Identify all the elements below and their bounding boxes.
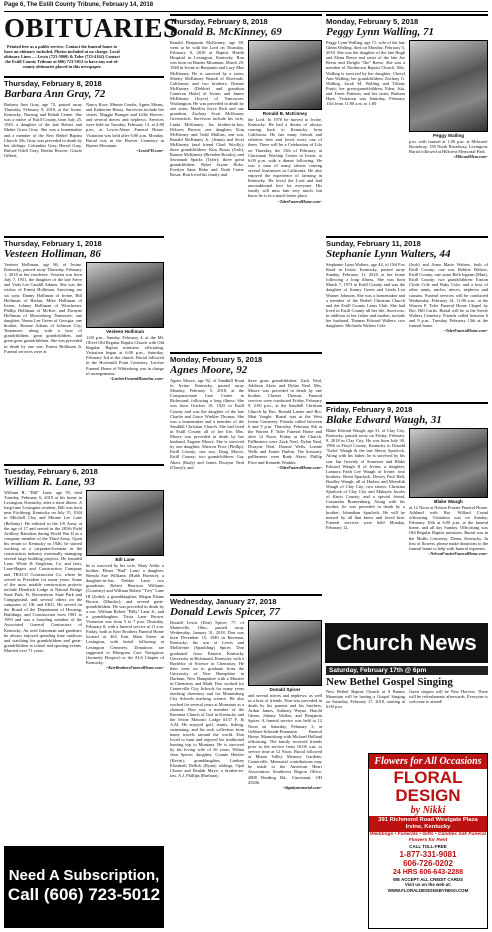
floral-ad-cards: WE ACCEPT ALL CREDIT CARDS	[392, 876, 464, 882]
obit-vesteen-holliman	[4, 236, 164, 462]
photo-caption: Peggy Walling	[432, 133, 465, 138]
obit-text: Agnes Moore, age 92, of Sandhill Road in Irvine, Kentucky, passed away Monday, February 5, 2018, at the Compassionate Care Center in Richmond, following a long illness. She was born October 18, 1925 in Estill County and was the daughter of the late Charlie and Grace Winkler Thomas. She was a homemaker and a member of the Sandhill Christian Church. She had lived in Estill County all of her life. Mrs. Moore was preceded in death by her husband, Eugene Moore. She is survived by one daughter, Sherron Price (Phillip), Estill County; one son, Doug Moore, Estill County; two grandchildren: Gay Akers (Rudy) and James Dwayne Neal (Cheryl), and	[170, 378, 244, 470]
obit-text: he is survived by his wife, Mary Arble; a brother, Elmer "Bud" Lane; a daughter, Brenda Sue Williams (Hubb Hornice); a daughter-in-law, Debbie Lane; two grandsons, Robert Harrison Williams (Courtney) and William Robert "Trey" Lane III (Jodie); a granddaughter, Megan Elaine Brown, (Murdoc); and several great-grandchildren. He was preceded in death by a son, William Robert "Billy" Lane Jr., and a granddaughter, Trista Lane Brown. Visitation was from 5 to 7 p.m. Thursday, February 8, with a funeral service at 11 a.m. Friday, both at Kerr Brothers Funeral Home located at 463 East Main Street in Lexington, with burial following at Lexington Cemetery. Donations are suggested to Bluegrass Care Navigators (formerly Hospice) or the ALS Chapter of Kentucky.	[86, 563, 164, 665]
floral-ad-call-label: CALL TOLL-FREE	[409, 844, 447, 849]
church-news-banner: Church News	[325, 623, 488, 663]
obit-peggy-walling	[326, 14, 488, 236]
subscription-ad-line1: Need A Subscription,	[8, 867, 160, 884]
floral-ad-services: Weddings • Funerals • Gifts • Candles Silk Funeral Flowers for Rent	[369, 832, 487, 843]
obit-source: ~NelsonFrazierFuneralHome.com~	[428, 550, 488, 556]
obit-photo	[248, 620, 322, 686]
obit-stephanie-walters	[326, 236, 488, 402]
page-header: Page 6, The Estill County Tribune, February 14, 2018	[4, 2, 488, 12]
floral-ad-address: 391 Richmond Road Westgate Plaza Irvine, Kentucky	[369, 816, 487, 832]
obit-photo	[248, 40, 322, 110]
obit-william-lane	[4, 464, 164, 844]
church-news-item	[326, 666, 488, 750]
obit-photo	[409, 428, 488, 498]
obit-date: Monday, February 5, 2018	[170, 355, 263, 364]
photo-caption: Donald Spicer	[269, 687, 301, 692]
obit-agnes-moore	[170, 352, 322, 594]
obit-text: the Lord. In 1970 he moved to Irvine, Kentucky. He had a dream of always coming back to Kentucky from California. He has many friends and relatives here and loved every one of them. There will be a Celebration of Life on Thursday, the 15th of February, at Cincinnati Worship Center in Irvine, at 6:00 p.m. with a dinner following. He was a man of many talents coming several businesses in California. He also enjoyed the experience of farming in Kentucky. He loved the Lord and had unconditional love for everyone. His family will miss him very much, but know he is in a much better place.	[248, 117, 322, 199]
obit-name: Ronald B. McKinney, 69	[170, 26, 282, 38]
obit-source: ~MilwardMem.com~	[453, 154, 488, 160]
obit-text: p.m. with funeral at 1:00 p.m. at Milward-Broadway, 159 North Broadway, Lexington. Burial followed at Hillcrest Memorial Park.	[409, 139, 488, 155]
obit-text: and several nieces and nephews; as well as a host of friends. Don was preceded in death by his parents and his brothers, Arthur James, Anthony Wayne, Harold Glenn, Johnny Walker, and Benjamin Spicer. A funeral service was held at 12 Noon on Saturday, February 3, at Gebhart-Schmidt-Prarmann Funeral Home, Miamisburg with Michael Holland officiating. The family received friends prior to the service from 10:00 a.m. to service time at 12 Noon. Burial followed at Miami Valley Memory Gardens, Centerville. Memorial contributions may be made to the American Heart Association, Southwest Region Office, 2808 Reading Rd., Cincinnati, OH 45206.	[248, 693, 322, 785]
obit-name: Agnes Moore, 92	[170, 364, 248, 376]
obit-text: Donald Lewis (Don) Spicer, 77, of Maineville, Ohio, passed away Wednesday, January 31, 2018. Don was born December 15, 1940 in Ravenna, Kentucky, the son of Lewis and Mollievine (Spaulding) Spicer. Don graduated from Eastern Kentucky University in Richmond, Kentucky with a Bachelor of Science in Chemistry. He then went on to graduate from the University of New Hampshire in Durham, New Hampshire with a Masters in Chemistry and Math. Don worked for Centerville City Schools for many years teaching chemistry and for Miamisburg City Schools teaching science. He also worked for several years at Monsanto as a chemist. Don was a member of the Ravenna Church of God in Kentucky and the Irvine Masonic Lodge #137 F. & A.M. He enjoyed golf, tennis, fishing, swimming, and his rock collection from many travels around the world. Don loved to hunt and enjoyed his traditional hunting trip to Montana. He is survived by his loving wife of 56 years, Wilma Jean Spicer; daughter, Connie Hetzler (Kevin); granddaughter, Lindsey Elizabeth Dellick (Ryan); siblings, Opal Clouse and Beulah Maye; a brother-in-law, A.J. Phillips (Barbara);	[170, 620, 245, 778]
obit-name: Barbara Ann Gray, 72	[4, 88, 106, 100]
obit-date: Wednesday, January 27, 2018	[170, 597, 277, 606]
obit-name: Vesteen Holliman, 86	[4, 248, 101, 260]
obit-date: Friday, February 9, 2018	[326, 405, 413, 414]
obit-name: Peggy Lynn Walling, 71	[326, 26, 434, 38]
floral-ad-hours: 24 HRS 606-643-2288	[392, 868, 464, 876]
obit-date: Sunday, February 11, 2018	[326, 239, 421, 248]
obit-name: William R. Lane, 93	[4, 476, 95, 488]
obituaries-title: OBITUARIES	[4, 13, 179, 43]
floral-ad-phone: 606-726-0202	[403, 858, 453, 868]
obit-photo	[86, 262, 164, 328]
floral-ad-toll-free: 1-877-331-9081	[399, 849, 457, 859]
obit-source: ~LetcherFuneralHomeInc.com~	[109, 375, 164, 381]
obit-blake-waugh	[326, 402, 488, 620]
obit-text: Vesteen Holliman, age 86, of Irvine, Kentucky, passed away Thursday, February 1, 2018 at her residence. Vesteen was born July 7, 1931, the daughter of the late Steve and Vada Lee Caudill Adams. She was the widow of Ernest Holliman. Surviving are six sons: Danny Holliman of Irvine, Bill Holliman of Harlan, Mike Holliman of Irvine, Johnny Holliman of Winchester, Phillip Holliman of McKee, and Dwayne Holliman of Mooresburg Tennessee; one daughter, Venna Lee Green of Georgia; one brother, Ronnie Adams of Johnson City, Tennessee; along with a host of grandchildren, great grandchildren, and great great grandchildren. She was preceded in death by one son, Ernest Holliman Jr. Funeral services were at	[4, 262, 82, 354]
obit-text: Barbara Ann Gray, age 72, passed away Thursday, February 8, 2018, at the Irvine, Kentucky, Nursing and Rehab Center. She was a native of Estill County, born July 25, 1945, a daughter of the late Robert and Mattie Gross Gray. She was a homemaker and a member of the New Bethel Baptist Church. Ms. Gray was preceded in death by her siblings: Columbus Gray, Hersel Gray, Buford Odell Gray, Bertha Hoover, Gracie Gilbert,	[4, 102, 82, 158]
obit-name: Stephanie Lynn Walters, 44	[326, 248, 451, 260]
obit-text: three great grandchildren: Zack Neal, Addison Akers and Dylan Neal. Mrs. Moore was preceded in death by one brother, Chester Thomas. Funeral services were conducted Friday, February 9, 2:00 p.m., at the Sandhill Christian Church by Bro. Ronald Lanter and Bro. Matt Vaught. Burial was at the West Irvine Cemetery. Friends called between 6 and 9 p.m. Thursday, February 8th at the Warren F. Toler Funeral Home and after 12 Noon, Friday at the Church. Pallbearers were Zack Neal, Dylan Neal, Dwayne Neal, Donnie Wells, Lonnie Wells and Jeanie Durbin. The honorary pallbearers were Rudy Akers, Phillip Price and Kenneth Winkler.	[248, 378, 322, 465]
obit-ronald-mckinney	[170, 14, 322, 352]
floral-ad-top: Flowers for All Occasions	[369, 754, 487, 769]
event-date: Saturday, February 17th @ 6pm	[326, 666, 488, 675]
event-text: New Bethel Baptist Church at 9 Barnes Mountain will be having a Gospel Singing on Saturday, February 17, 2018, starting at 6:00 p.m.	[326, 689, 405, 710]
obit-date: Tuesday, February 6, 2018	[4, 467, 98, 476]
obit-source: ~LewisFH.com~	[136, 147, 164, 153]
obit-text: Blake Edward Waugh, age 31, of Clay City, Kentucky, passed away on Friday, February 9, 2018 in Clay City. He was born July 30, 1986 in Floyd County, Kentucky to Donald 'Tudor' Waugh & the late Sherry Spurlock. Along with his father, he is survived by his son: Ian Greenly of Somerset and Blake Edward Waugh II of Irvine; a daughter, Lannora Faith Lee Waugh of Irvine; four brothers: Brent Spurlock, Dewey Paul Hall, Bradley Waugh, all of Harlan; and Meredith Waugh of Clay City; two sisters: Christina Spurlock of Clay City and Makayla Jacobs of Knott County; and a special friend, Cassandra Bransenburg. Along with his mother, he was preceded in death by a brother, Johnathan Spurlock. He will be missed by all that knew and loved him. Funeral services were held Monday, February 12,	[326, 428, 405, 530]
obit-photo	[409, 40, 488, 132]
obituaries-note: Printed free as a public service. Contact the funeral home to have an obituary included. Photos included at no charge. Local obituary Lines — Lewis (723-5000) & Toler (723-4162) Contact the Estill County Tribune at 606) 723-5012 to have any out-of-county obituaries placed in this newspaper.	[4, 44, 120, 69]
obit-donald-spicer	[170, 594, 322, 928]
event-title: New Bethel Gospel Singing	[326, 676, 453, 688]
obit-name: Blake Edward Waugh, 31	[326, 414, 442, 426]
floral-ad-by: by Nikki	[410, 805, 446, 816]
obit-text: William R. "Bill" Lane, age 93, died Tuesday, February 6, 2018 at his home in Lexington, Kentucky, after a short illness. A long-time Lexington resident, Bill was born near Fitchburg, Kentucky on July 15, 1924 to Mitchell Clay and Minnie Lee Lane (Bellamy). He enlisted in the US Army at the age of 17 and served in the 281th Field Artillery Battalion during World War II as a company member of the Third Army. Upon his return to Kentucky in 1946, he started working as a carpenter/foreman in the construction industry eventually managing several large building projects. He founded Lane, White & Singleton, Co. and later, Lane-Hagert and Construction Company and TRACO Construction Co. where he served as President for many years. Some of the most notable construction projects include Hendrick Lodge at Natural Bridge State Park, Ft. Boonesboro State Park and Campground, and several others on the campuses of UK and EKU. He served on the Board of the Department of Housing, Buildings, and Construction from 1981 to 1993 and was a founding member of the Associated General Contractors of Kentucky. An avid fisherman and gardener, he always enjoyed spending time outdoors and watching his grandchildren and great-grandchildren at school and sporting events. Married over 71 years,	[4, 490, 82, 653]
obit-date: Thursday, February 8, 2018	[4, 79, 102, 88]
obit-date: Thursday, February 8, 2018	[170, 17, 268, 26]
obit-date: Monday, February 5, 2018	[326, 17, 419, 26]
obit-text: 1:00 p.m., Sunday, February 4, at the Mt. Olivet Old Regular Baptist Church with Old Regular Baptist ministers officiating. Visitation began at 6:00 p.m., Saturday, February 3rd at the church. Burial followed in the Horsemill Point Cemetery. Letcher Funeral Home of Whitesburg was in charge of arrangements.	[86, 335, 164, 376]
obit-text: Peggy Lynn Walling, age 71, wife of the late Glenn Walling, died on Monday, February 5, 2018. She was the daughter of the late Hugh and Elena Reese and sister of the late Joe Reese and Dwight "Ike" Reese. She was a member of Northtown Baptist Church. Mrs. Walling is survived by her daughter, Cheryl Ann Walling; her grandchildren, Zachary G. Walling, Jacob M. Walling and Tiffany Pruitt; her great-grandchildren, Eden, Isla, and Truett Pattison; and her sister, Barbara Hunt. Visitation was Saturday, February 11th from 11:00 a.m. to 1:00	[326, 40, 405, 107]
subscription-ad	[4, 846, 164, 928]
obit-barbara-gray	[4, 76, 164, 236]
photo-caption: Vesteen Holliman	[105, 329, 145, 334]
obit-source: ~KerrBrothersFuneralHome.com~	[105, 664, 164, 670]
obit-date: Thursday, February 1, 2018	[4, 239, 102, 248]
obit-source: ~TolerFuneralHome.com~	[277, 198, 322, 204]
subscription-ad-phone: Call (606) 723-5012	[7, 885, 161, 904]
floral-ad-name: FLORAL DESIGN	[393, 768, 463, 805]
obit-text: (Josh) and Anna Marie Walters, both of Estill County; one son, Robbie Walters, Estill County; one sister Beth Ingram (Matt), Estill County; two grandchildren: Easton Clyde Cole and Baby Cole; and a host of other aunts, uncles, nieces, nephews and cousins. Funeral services will be conducted Wednesday, February 14, 11:00 a.m., at the Warren F. Toler Funeral Home Chapel by Bro. Bill Curtis. Burial will be at the Stevie Walters Cemetery. Friends called between 6 and 9 p.m., Tuesday, February 13th at the funeral home.	[409, 262, 488, 329]
obit-text: at 12 Noon at Nelson Frazier Funeral Home, Ashland with Bro. Willard Cozad officiating. Visitation was on Sunday, February 10th at 6:00 p.m. at the funeral home, and all day Sunday. Officiating was Old Regular Baptist ministers. Burial was in the Mullis Cemetery, Dema, Kentucky. In lieu of flowers, please make donations to the funeral home to help with funeral expenses.	[409, 505, 488, 551]
obit-source: ~TolerFuneralHome.com~	[277, 464, 322, 470]
obit-source: ~TolerFuneralHome.com~	[443, 328, 488, 334]
event-text: Guest singers will be New Harvest. There will be refreshments afterwards. Everyone is welcome to attend!	[409, 689, 488, 705]
floral-design-ad	[368, 753, 488, 929]
obit-text: Ronald Benjamin McKinney, age 69, went to be with the Lord on Thursday, February 8, 2018 at Baptist Health Hospital in Lexington, Kentucky. Ron was born on Barnes Mountain, March 29, 1948 in Irvine to Benjamin and Lucy Mae McKinney. He is survived by a sister, Shirley McKinney Brandt of Riverside, California; and two brothers: Donnie McKinney (Debbie) and grandson Cameron Hoke) of Irvine; and James McKinney (Joyce) of Vancouver, Washington. He was preceded in death by one sister, Marillia Joyce Rich and one grandson, Zachary Scott McKinney Greenwitch. Survivors include his wife, Linda McKinney; his brother-in-law, Delores Brown; one daughter, Kim McKinney and Todd Mullins; one son, Ronald McKinney Jr. (Jenna) and Scott McKinney (and friend Chad Woolly); three grandchildren: Kim Rosas (Josh), Ronnie McKinney (Brenden Brooks), and Savannah Sparks (Tyler); three great grandchildren: Rylee Jayme Hoke, Everlyn Sana Hoke and Noah Carter Rosas. Ron loved his family and	[170, 40, 245, 178]
obit-photo	[86, 490, 164, 556]
obit-text: Stephanie Lynn Walters, age 44, of Old Fox Road in Irvine, Kentucky, passed away Sunday, February 11, 2018, at her home following a long illness. She was born March 7, 1973 in Estill County and was the daughter of Jimmy Green and Linda Lou Warner Johnson. She was a homemaker and a member of the Bethel Christian Church and the Estill County Lions Club. She had lived in Estill County all her life. Survivors, in addition to her father and mother, include her husband, Thomas Edward Walters; two daughters: Michaela Walters Cole	[326, 262, 405, 329]
floral-ad-web: Visit us on the web at: WWW.FLORALDESIGNSBYNIKKI.COM	[387, 882, 469, 893]
photo-caption: Ronald B. McKinney	[262, 111, 308, 116]
photo-caption: Bill Lane	[115, 557, 135, 562]
photo-caption: Blake Waugh	[434, 499, 463, 504]
obit-source: ~dignitymemorial.com~	[282, 784, 322, 790]
obit-text: Nancy Rose, Minnie Combs, Agnes Means, and Katherine Henry. Survivors include her sisters, Maggie Branger and Lillie Hoover; and several nieces and nephews. Services were held on Tuesday, February 13, at 2:00 p.m., at Lewis-Abner Funeral Home. Visitation was held after 6:00 p.m. Monday. Burial was in the Hoover Cemetery at Barnes Mountain.	[86, 102, 164, 148]
obit-name: Donald Lewis Spicer, 77	[170, 606, 281, 618]
